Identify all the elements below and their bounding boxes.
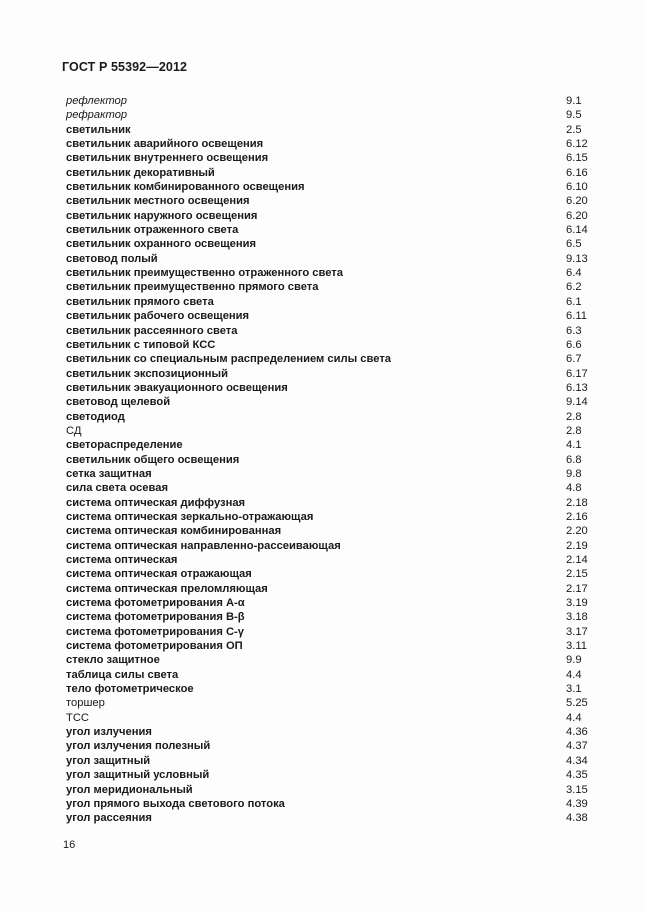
index-reference: 6.3 bbox=[566, 324, 582, 337]
index-term: светильник отраженного света bbox=[66, 224, 239, 237]
index-entry bbox=[66, 194, 596, 208]
document-header: ГОСТ Р 55392—2012 bbox=[62, 60, 188, 74]
index-entry bbox=[66, 166, 596, 180]
index-term: рефрактор bbox=[66, 109, 128, 122]
index-reference: 4.37 bbox=[566, 740, 588, 753]
index-entry bbox=[66, 754, 596, 768]
index-entry bbox=[66, 610, 596, 624]
index-term: рефлектор bbox=[66, 95, 127, 107]
index-reference: 9.13 bbox=[566, 252, 588, 265]
index-entry bbox=[66, 481, 596, 495]
index-reference: 6.2 bbox=[566, 281, 582, 294]
index-reference: 4.4 bbox=[566, 668, 582, 681]
index-entry bbox=[66, 696, 596, 710]
index-entry bbox=[66, 768, 596, 782]
index-reference: 2.19 bbox=[566, 539, 588, 552]
index-reference: 2.5 bbox=[566, 123, 582, 136]
index-term: система оптическая зеркально-отражающая bbox=[66, 510, 314, 523]
index-reference: 6.13 bbox=[566, 381, 588, 394]
index-reference: 6.14 bbox=[566, 224, 588, 237]
index-reference: 2.16 bbox=[566, 510, 588, 523]
index-term: светильник с типовой КСС bbox=[66, 338, 216, 351]
index-term: система фотометрирования A-α bbox=[66, 597, 245, 610]
index-term: угол рассеяния bbox=[66, 812, 152, 825]
index-term: система фотометрирования ОП bbox=[66, 640, 243, 653]
index-term: световод полый bbox=[66, 252, 158, 265]
index-reference: 2.17 bbox=[566, 582, 588, 595]
index-entry bbox=[66, 324, 596, 338]
index-entry bbox=[66, 653, 596, 667]
index-reference: 6.20 bbox=[566, 209, 588, 222]
index-entry bbox=[66, 467, 596, 481]
index-reference: 3.17 bbox=[566, 625, 588, 638]
index-reference: 6.5 bbox=[566, 238, 582, 251]
term-index-list bbox=[66, 94, 596, 826]
index-entry bbox=[66, 180, 596, 194]
index-reference: 9.5 bbox=[566, 109, 582, 122]
index-reference: 3.15 bbox=[566, 783, 588, 796]
index-term: система оптическая отражающая bbox=[66, 568, 252, 581]
index-reference: 6.17 bbox=[566, 367, 588, 380]
index-entry bbox=[66, 582, 596, 596]
index-term: торшер bbox=[66, 697, 105, 710]
index-term: светильник рассеянного света bbox=[66, 324, 238, 337]
index-reference: 6.4 bbox=[566, 267, 582, 280]
index-term: угол меридиональный bbox=[66, 783, 193, 796]
index-entry bbox=[66, 596, 596, 610]
index-term: угол излучения полезный bbox=[66, 740, 211, 753]
index-reference: 4.34 bbox=[566, 754, 588, 767]
index-reference: 6.6 bbox=[566, 338, 582, 351]
index-term: система оптическая диффузная bbox=[66, 496, 246, 509]
index-term: светильник со специальным распределением силы света bbox=[66, 353, 392, 366]
index-reference: 9.9 bbox=[566, 654, 582, 667]
index-entry bbox=[66, 280, 596, 294]
index-entry bbox=[66, 567, 596, 581]
index-entry bbox=[66, 223, 596, 237]
index-reference: 3.18 bbox=[566, 611, 588, 624]
index-reference: 6.7 bbox=[566, 353, 582, 366]
index-entry bbox=[66, 151, 596, 165]
index-term: угол защитный условный bbox=[66, 769, 210, 782]
index-reference: 3.19 bbox=[566, 597, 588, 610]
index-term: система фотометрирования C-γ bbox=[66, 625, 245, 638]
index-reference: 6.12 bbox=[566, 138, 588, 151]
index-entry bbox=[66, 395, 596, 409]
index-reference: 6.15 bbox=[566, 152, 588, 165]
index-entry bbox=[66, 367, 596, 381]
index-entry bbox=[66, 711, 596, 725]
index-reference: 6.20 bbox=[566, 195, 588, 208]
index-term: светильник рабочего освещения bbox=[66, 310, 250, 323]
index-entry bbox=[66, 639, 596, 653]
index-reference: 9.1 bbox=[566, 95, 582, 107]
index-reference: 6.10 bbox=[566, 181, 588, 194]
index-term: СД bbox=[66, 424, 82, 437]
index-term: светильник экспозиционный bbox=[66, 367, 228, 380]
index-term: угол защитный bbox=[66, 754, 151, 767]
index-entry bbox=[66, 553, 596, 567]
index-entry bbox=[66, 309, 596, 323]
index-term: светораспределение bbox=[66, 439, 183, 452]
index-entry bbox=[66, 108, 596, 122]
index-entry bbox=[66, 539, 596, 553]
index-term: угол излучения bbox=[66, 726, 152, 739]
index-entry bbox=[66, 94, 596, 108]
index-entry bbox=[66, 295, 596, 309]
index-entry bbox=[66, 266, 596, 280]
index-reference: 4.1 bbox=[566, 439, 582, 452]
index-term: светильник внутреннего освещения bbox=[66, 152, 269, 165]
index-reference: 9.8 bbox=[566, 467, 582, 480]
index-term: световод щелевой bbox=[66, 396, 171, 409]
page-number: 16 bbox=[63, 839, 76, 851]
index-entry bbox=[66, 797, 596, 811]
index-term: система оптическая направленно-рассеивающая bbox=[66, 539, 341, 552]
index-entry bbox=[66, 625, 596, 639]
index-entry bbox=[66, 668, 596, 682]
index-term: таблица силы света bbox=[66, 668, 179, 681]
index-term: светильник преимущественно прямого света bbox=[66, 281, 319, 294]
index-entry bbox=[66, 725, 596, 739]
index-term: светильник bbox=[66, 123, 131, 136]
index-entry bbox=[66, 524, 596, 538]
index-entry bbox=[66, 424, 596, 438]
index-reference: 9.14 bbox=[566, 396, 588, 409]
index-entry bbox=[66, 352, 596, 366]
index-entry bbox=[66, 438, 596, 452]
index-entry bbox=[66, 453, 596, 467]
index-reference: 4.38 bbox=[566, 812, 588, 825]
index-entry bbox=[66, 682, 596, 696]
index-reference: 3.1 bbox=[566, 683, 582, 696]
index-entry bbox=[66, 209, 596, 223]
index-reference: 4.4 bbox=[566, 711, 582, 724]
index-term: светильник охранного освещения bbox=[66, 238, 257, 251]
index-reference: 2.18 bbox=[566, 496, 588, 509]
index-entry bbox=[66, 510, 596, 524]
index-term: светильник преимущественно отраженного света bbox=[66, 267, 343, 280]
index-reference: 4.36 bbox=[566, 726, 588, 739]
index-term: светильник прямого света bbox=[66, 295, 214, 308]
index-reference: 6.16 bbox=[566, 166, 588, 179]
index-reference: 6.8 bbox=[566, 453, 582, 466]
index-term: стекло защитное bbox=[66, 654, 160, 667]
index-term: сила света осевая bbox=[66, 482, 168, 495]
index-term: светильник общего освещения bbox=[66, 453, 240, 466]
index-term: система оптическая преломляющая bbox=[66, 582, 268, 595]
index-reference: 6.11 bbox=[566, 310, 587, 323]
index-reference: 2.8 bbox=[566, 424, 582, 437]
index-reference: 4.39 bbox=[566, 797, 588, 810]
index-entry bbox=[66, 783, 596, 797]
index-reference: 6.1 bbox=[566, 295, 582, 308]
index-reference: 4.35 bbox=[566, 769, 588, 782]
index-reference: 4.8 bbox=[566, 482, 582, 495]
index-term: светильник декоративный bbox=[66, 166, 215, 179]
index-term: система оптическая комбинированная bbox=[66, 525, 282, 538]
index-reference: 5.25 bbox=[566, 697, 588, 710]
index-reference: 2.8 bbox=[566, 410, 582, 423]
index-reference: 3.11 bbox=[566, 640, 587, 653]
index-term: ТСС bbox=[66, 711, 89, 724]
index-entry bbox=[66, 496, 596, 510]
index-term: светильник местного освещения bbox=[66, 195, 250, 208]
index-reference: 2.15 bbox=[566, 568, 588, 581]
index-entry bbox=[66, 338, 596, 352]
index-entry bbox=[66, 237, 596, 251]
index-term: светильник наружного освещения bbox=[66, 209, 258, 222]
index-term: светодиод bbox=[66, 410, 125, 423]
index-term: угол прямого выхода светового потока bbox=[66, 797, 285, 810]
index-entry bbox=[66, 381, 596, 395]
index-term: сетка защитная bbox=[66, 467, 152, 480]
index-reference: 2.14 bbox=[566, 554, 588, 566]
index-entry bbox=[66, 739, 596, 753]
index-term: система фотометрирования B-β bbox=[66, 611, 245, 624]
index-reference: 2.20 bbox=[566, 525, 588, 538]
index-term: система оптическая bbox=[66, 554, 178, 566]
index-entry bbox=[66, 811, 596, 825]
index-term: светильник эвакуационного освещения bbox=[66, 381, 288, 394]
index-term: светильник комбинированного освещения bbox=[66, 181, 305, 194]
index-entry bbox=[66, 123, 596, 137]
index-entry bbox=[66, 410, 596, 424]
index-term: тело фотометрическое bbox=[66, 683, 194, 696]
index-entry bbox=[66, 252, 596, 266]
index-term: светильник аварийного освещения bbox=[66, 138, 264, 151]
index-entry bbox=[66, 137, 596, 151]
